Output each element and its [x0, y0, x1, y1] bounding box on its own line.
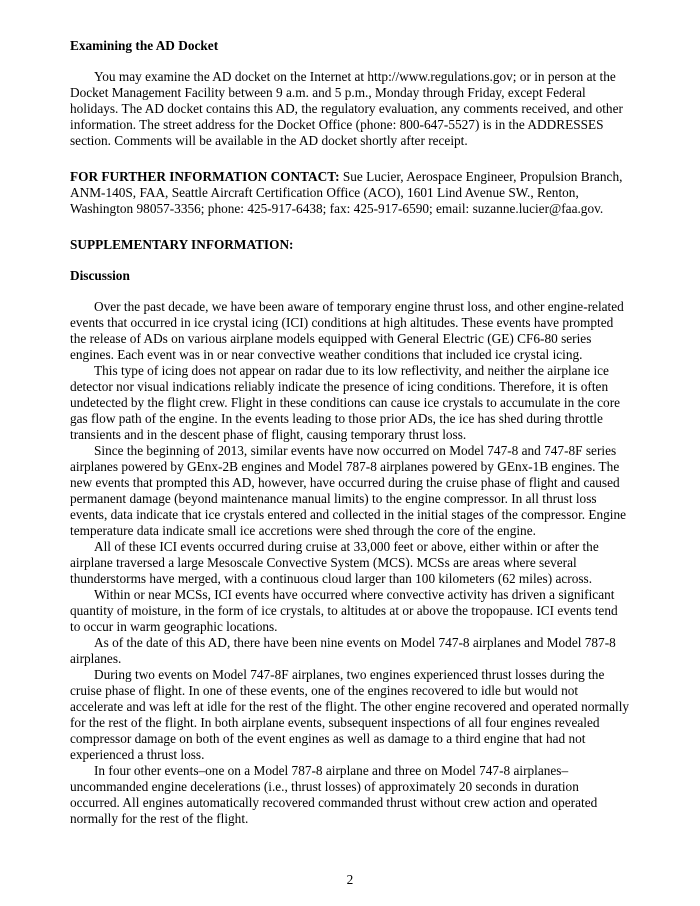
- discussion-paragraph: In four other events–one on a Model 787-8 airplane and three on Model 747-8 airplanes–uncommanded engine decelerations (i.e., thrust losses) of approximately 20 seconds in duration occurred. All engines automatically recovered commanded thrust without crew action and operated normally for the rest of the flight.: [70, 763, 598, 826]
- supplementary-heading: SUPPLEMENTARY INFORMATION:: [70, 237, 294, 252]
- docket-heading: Examining the AD Docket: [70, 38, 219, 53]
- contact-label: FOR FURTHER INFORMATION CONTACT:: [70, 169, 340, 184]
- discussion-paragraph: Within or near MCSs, ICI events have occurred where convective activity has driven a significant quantity of moisture, in the form of ice crystals, to altitudes at or above the tropopause. ICI events tend to occur in warm geographic locations.: [70, 587, 618, 634]
- contact-paragraph: [70, 169, 630, 217]
- discussion-paragraph: As of the date of this AD, there have been nine events on Model 747-8 airplanes and Model 787-8 airplanes.: [70, 635, 616, 666]
- docket-paragraph: You may examine the AD docket on the Internet at http://www.regulations.gov; or in person at the Docket Management Facility between 9 a.m. and 5 p.m., Monday through Friday, except Federal holidays. The AD docket contains this AD, the regulatory evaluation, any comments received, and other information. The street address for the Docket Office (phone: 800-647-5527) is in the ADDRESSES section. Comments will be available in the AD docket shortly after receipt.: [70, 69, 623, 148]
- discussion-paragraph: Since the beginning of 2013, similar events have now occurred on Model 747-8 and 747-8F series airplanes powered by GEnx-2B engines and Model 787-8 airplanes powered by GEnx-1B engines. The new events that prompted this AD, however, have occurred during the cruise phase of flight and caused permanent damage (beyond maintenance manual limits) to the engine compressor. In all thrust loss events, data indicate that ice crystals entered and collected in the initial stages of the compressor. Engine temperature data indicate small ice accretions were shed through the core of the engine.: [70, 443, 627, 538]
- discussion-paragraph: Over the past decade, we have been aware of temporary engine thrust loss, and other engine-related events that occurred in ice crystal icing (ICI) conditions at high altitudes. These events have prompted the release of ADs on various airplane models equipped with General Electric (GE) CF6-80 series engines. Each event was in or near convective weather conditions that included ice crystal icing.: [70, 299, 624, 362]
- contact-text: Sue Lucier, Aerospace Engineer, Propulsion Branch, ANM-140S, FAA, Seattle Aircraft Certification Office (ACO), 1601 Lind Avenue SW., Renton, Washington 98057-3356; phone: 425-917-6438; fax: 425-917-6590; email: suzanne.lucier@faa.gov.: [70, 169, 623, 216]
- document-page: [70, 38, 630, 827]
- discussion-heading: Discussion: [70, 268, 130, 283]
- page-number: 2: [346, 872, 354, 887]
- discussion-paragraph: During two events on Model 747-8F airplanes, two engines experienced thrust losses during the cruise phase of flight. In one of these events, one of the engines recovered to idle but would not accelerate and was left at idle for the rest of the flight. The other engine recovered and operated normally for the rest of the flight. In both airplane events, subsequent inspections of all four engines revealed compressor damage on both of the event engines as well as damage to a third engine that had not experienced a thrust loss.: [70, 667, 630, 762]
- discussion-paragraph: All of these ICI events occurred during cruise at 33,000 feet or above, either within or after the airplane traversed a large Mesoscale Convective System (MCS). MCSs are areas where several thunderstorms have merged, with a continuous cloud larger than 100 kilometers (62 miles) across.: [70, 539, 599, 586]
- discussion-paragraph: This type of icing does not appear on radar due to its low reflectivity, and neither the airplane ice detector nor visual indications reliably indicate the presence of icing conditions. Therefore, it is often undetected by the flight crew. Flight in these conditions can cause ice crystals to accumulate in the core gas flow path of the engine. In the events leading to those prior ADs, the ice has shed during throttle transients and in the descent phase of flight, causing temporary thrust loss.: [70, 363, 621, 442]
